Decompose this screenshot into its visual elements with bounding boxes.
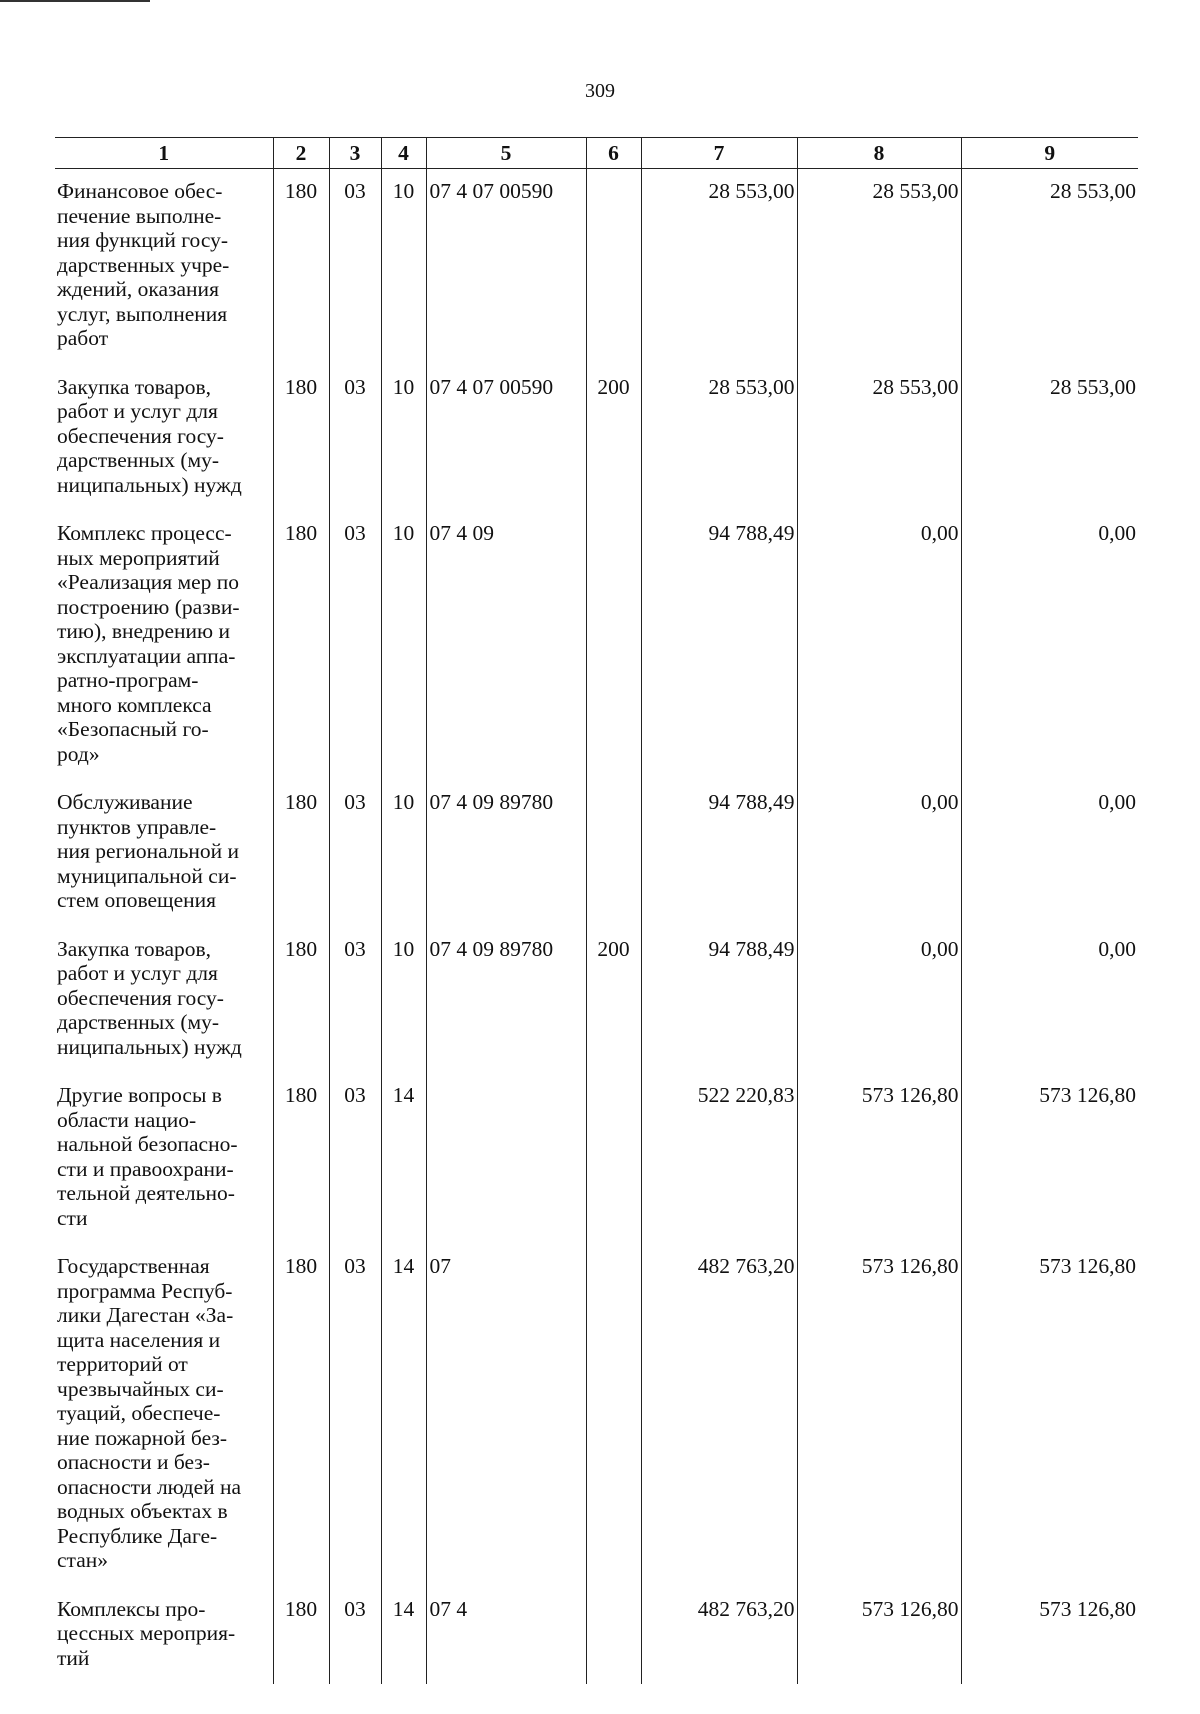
cell-col-8: 573 126,80 <box>797 1587 961 1685</box>
table-row <box>55 1073 1138 1244</box>
cell-name: Закупка товаров, работ и услуг для обеспечения госу- дарственных (му- ниципальных) нужд <box>57 936 242 1059</box>
cell-col-8: 28 553,00 <box>797 169 961 365</box>
cell-col-3: 03 <box>329 780 381 927</box>
cell-col-3: 03 <box>329 169 381 365</box>
table-row <box>55 365 1138 512</box>
cell-col-5: 07 4 <box>426 1587 586 1685</box>
cell-col-6 <box>586 511 641 780</box>
column-header-8: 8 <box>797 138 961 169</box>
cell-col-9: 28 553,00 <box>961 365 1138 512</box>
cell-col-8: 0,00 <box>797 780 961 927</box>
cell-col-9: 0,00 <box>961 780 1138 927</box>
cell-col-9: 573 126,80 <box>961 1244 1138 1587</box>
cell-col-3: 03 <box>329 1244 381 1587</box>
column-header-5: 5 <box>426 138 586 169</box>
cell-col-7: 482 763,20 <box>641 1587 797 1685</box>
cell-col-6 <box>586 1587 641 1685</box>
cell-col-6 <box>586 1073 641 1244</box>
cell-col-5: 07 <box>426 1244 586 1587</box>
column-header-4: 4 <box>381 138 426 169</box>
cell-col-8: 573 126,80 <box>797 1073 961 1244</box>
scan-corner-mark <box>0 0 150 6</box>
cell-col-7: 28 553,00 <box>641 169 797 365</box>
cell-name: Другие вопросы в области нацио- нальной безопасно- сти и правоохрани- тельной деятельно- сти <box>57 1083 238 1230</box>
cell-col-8: 573 126,80 <box>797 1244 961 1587</box>
cell-col-4: 14 <box>381 1244 426 1587</box>
cell-col-3: 03 <box>329 365 381 512</box>
cell-col-2: 180 <box>273 169 329 365</box>
cell-col-3: 03 <box>329 927 381 1074</box>
cell-col-5 <box>426 1073 586 1244</box>
cell-col-5: 07 4 09 89780 <box>426 927 586 1074</box>
cell-col-2: 180 <box>273 927 329 1074</box>
cell-name: Закупка товаров, работ и услуг для обеспечения госу- дарственных (му- ниципальных) нужд <box>57 374 242 497</box>
table-row <box>55 780 1138 927</box>
cell-col-2: 180 <box>273 1587 329 1685</box>
column-header-9: 9 <box>961 138 1138 169</box>
cell-name: Финансовое обес- печение выполне- ния функций госу- дарственных учре- ждений, оказания услуг, выполнения работ <box>57 179 230 350</box>
cell-col-7: 28 553,00 <box>641 365 797 512</box>
cell-col-2: 180 <box>273 1244 329 1587</box>
cell-col-3: 03 <box>329 1073 381 1244</box>
column-header-6: 6 <box>586 138 641 169</box>
table-row <box>55 1587 1138 1685</box>
cell-col-7: 482 763,20 <box>641 1244 797 1587</box>
column-header-7: 7 <box>641 138 797 169</box>
cell-col-2: 180 <box>273 365 329 512</box>
cell-col-7: 94 788,49 <box>641 780 797 927</box>
cell-col-7: 94 788,49 <box>641 511 797 780</box>
cell-col-4: 10 <box>381 927 426 1074</box>
column-header-1: 1 <box>55 138 273 169</box>
cell-col-3: 03 <box>329 511 381 780</box>
cell-col-5: 07 4 07 00590 <box>426 365 586 512</box>
cell-col-9: 28 553,00 <box>961 169 1138 365</box>
cell-col-6 <box>586 1244 641 1587</box>
cell-name: Комплексы про- цессных мероприя- тий <box>57 1596 236 1670</box>
cell-col-2: 180 <box>273 1073 329 1244</box>
cell-name: Обслуживание пунктов управле- ния региональной и муниципальной си- стем оповещения <box>57 790 240 912</box>
cell-col-2: 180 <box>273 780 329 927</box>
cell-col-4: 10 <box>381 169 426 365</box>
table-row <box>55 169 1138 365</box>
table-row <box>55 1244 1138 1587</box>
cell-col-4: 10 <box>381 365 426 512</box>
cell-col-8: 0,00 <box>797 511 961 780</box>
cell-col-2: 180 <box>273 511 329 780</box>
cell-col-6 <box>586 169 641 365</box>
table-row <box>55 511 1138 780</box>
cell-col-8: 28 553,00 <box>797 365 961 512</box>
cell-col-5: 07 4 07 00590 <box>426 169 586 365</box>
cell-col-6: 200 <box>586 365 641 512</box>
cell-col-8: 0,00 <box>797 927 961 1074</box>
table-row <box>55 927 1138 1074</box>
cell-col-6 <box>586 780 641 927</box>
cell-col-9: 573 126,80 <box>961 1587 1138 1685</box>
cell-name: Комплекс процесс- ных мероприятий «Реализация мер по построению (разви- тию), внедрению и эксплуатации аппа- ратно-програм- много комплекса «Безопасный го- род» <box>57 521 240 766</box>
table-header-row <box>55 138 1138 169</box>
cell-col-4: 10 <box>381 511 426 780</box>
cell-col-9: 0,00 <box>961 511 1138 780</box>
column-header-3: 3 <box>329 138 381 169</box>
cell-name: Государственная программа Респуб- лики Дагестан «За- щита населения и территорий от чрезвычайных си- туаций, обеспече- ние пожарной без- опасности и без- опасности людей на водных объектах в Республике Даге- стан» <box>57 1254 242 1572</box>
column-header-2: 2 <box>273 138 329 169</box>
cell-col-9: 0,00 <box>961 927 1138 1074</box>
cell-col-9: 573 126,80 <box>961 1073 1138 1244</box>
cell-col-5: 07 4 09 89780 <box>426 780 586 927</box>
cell-col-4: 10 <box>381 780 426 927</box>
cell-col-3: 03 <box>329 1587 381 1685</box>
cell-col-4: 14 <box>381 1073 426 1244</box>
cell-col-7: 94 788,49 <box>641 927 797 1074</box>
budget-table <box>55 137 1138 1684</box>
cell-col-7: 522 220,83 <box>641 1073 797 1244</box>
cell-col-6: 200 <box>586 927 641 1074</box>
cell-col-4: 14 <box>381 1587 426 1685</box>
page-number: 309 <box>585 80 615 102</box>
cell-col-5: 07 4 09 <box>426 511 586 780</box>
